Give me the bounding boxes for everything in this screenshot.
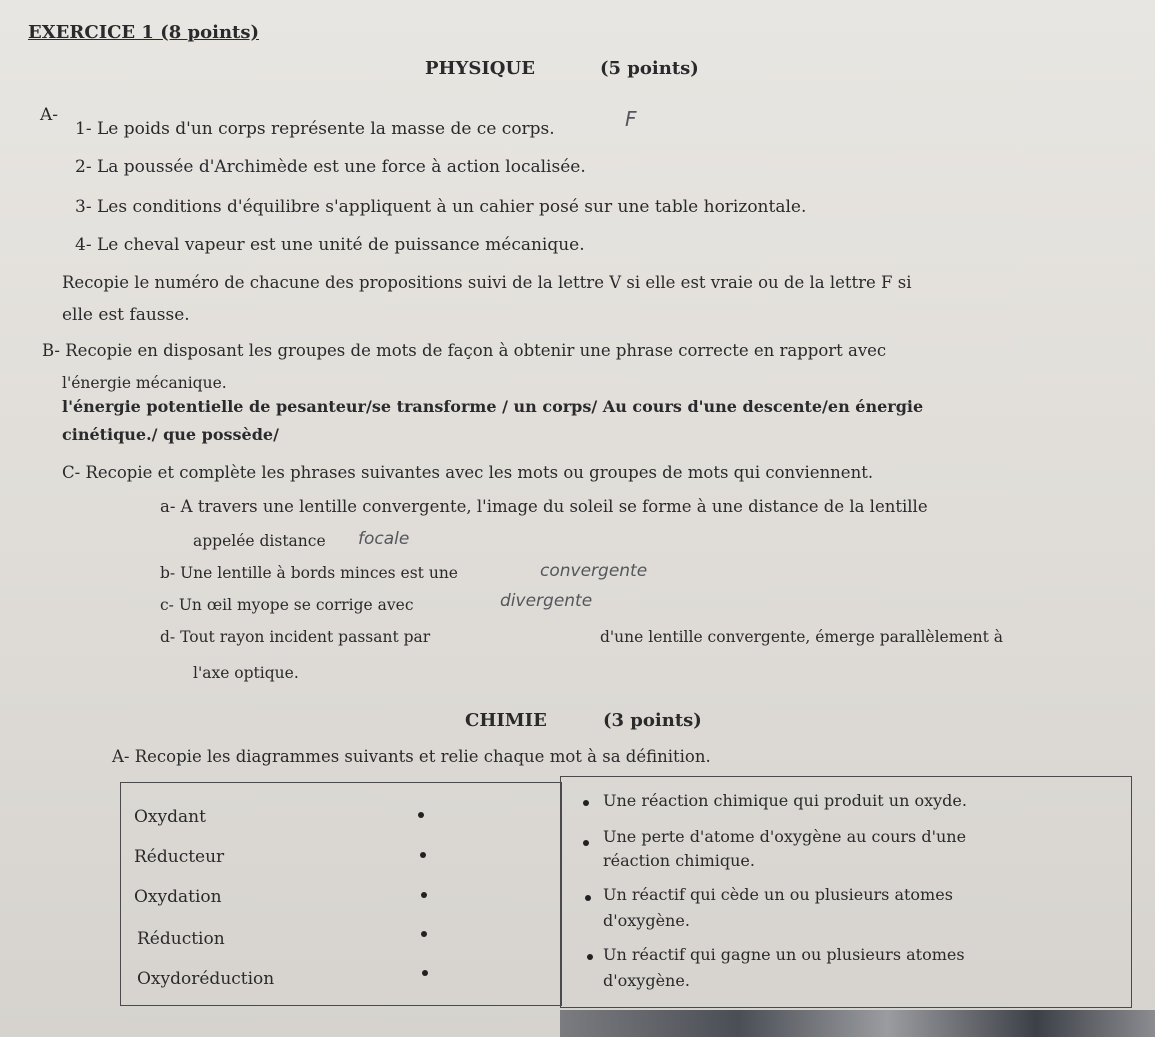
proposition-3: 3- Les conditions d'équilibre s'appliquent à un cahier posé sur une table horizontale. [75, 197, 807, 217]
definition-3-line2: d'oxygène. [603, 911, 690, 930]
c-item-a-line1: a- A travers une lentille convergente, l'image du soleil se forme à une distance de la lentille [160, 497, 928, 516]
c-item-b: b- Une lentille à bords minces est une [160, 564, 458, 582]
word-oxydant: Oxydant [134, 807, 206, 827]
definition-3-line1: Un réactif qui cède un ou plusieurs atomes [603, 885, 953, 904]
word-oxydoreduction: Oxydoréduction [137, 969, 275, 989]
c-item-c-handwritten: divergente [500, 591, 593, 611]
word-dot-2 [420, 852, 426, 858]
definition-4-line1: Un réactif qui gagne un ou plusieurs atomes [603, 945, 965, 964]
word-dot-5 [422, 970, 428, 976]
c-item-a-handwritten: focale [358, 529, 410, 549]
c-item-a-line2: appelée distance [193, 532, 326, 550]
def-dot-3 [585, 895, 591, 901]
physique-points: (5 points) [600, 58, 699, 79]
c-item-c: c- Un œil myope se corrige avec [160, 596, 414, 614]
section-a-label: A- [40, 105, 59, 125]
section-b-line1: B- Recopie en disposant les groupes de mots de façon à obtenir une phrase correcte en rapport avec [42, 341, 887, 360]
word-dot-4 [421, 931, 427, 937]
word-dot-3 [421, 892, 427, 898]
desk-background-strip [560, 1010, 1155, 1037]
definition-4-line2: d'oxygène. [603, 971, 690, 990]
chimie-instruction: A- Recopie les diagrammes suivants et relie chaque mot à sa définition. [112, 747, 711, 766]
c-item-d-start: d- Tout rayon incident passant par [160, 628, 431, 646]
definition-1-line1: Une réaction chimique qui produit un oxyde. [603, 791, 967, 810]
proposition-2: 2- La poussée d'Archimède est une force à action localisée. [75, 157, 586, 177]
word-dot-1 [418, 812, 424, 818]
handwritten-answer-f: F [625, 107, 637, 131]
section-b-line4: cinétique./ que possède/ [62, 425, 279, 444]
proposition-4: 4- Le cheval vapeur est une unité de puissance mécanique. [75, 235, 585, 255]
def-dot-4 [587, 954, 593, 960]
chimie-title: CHIMIE [465, 710, 547, 731]
c-item-d-line2: l'axe optique. [193, 664, 299, 682]
exercise-title: EXERCICE 1 (8 points) [28, 22, 260, 43]
word-reducteur: Réducteur [134, 847, 225, 867]
c-item-d-end: d'une lentille convergente, émerge parallèlement à [600, 628, 1003, 646]
c-item-b-handwritten: convergente [540, 561, 648, 581]
physique-title: PHYSIQUE [425, 58, 535, 79]
chimie-points: (3 points) [603, 710, 702, 731]
section-b-line2: l'énergie mécanique. [62, 374, 227, 392]
instruction-a-line2: elle est fausse. [62, 305, 190, 325]
definition-2-line1: Une perte d'atome d'oxygène au cours d'une [603, 827, 967, 846]
def-dot-1 [583, 800, 589, 806]
proposition-1: 1- Le poids d'un corps représente la masse de ce corps. [75, 119, 555, 139]
section-b-line3: l'énergie potentielle de pesanteur/se transforme / un corps/ Au cours d'une descente/en énergie [62, 397, 924, 416]
definition-2-line2: réaction chimique. [603, 851, 755, 870]
word-reduction: Réduction [137, 929, 225, 949]
def-dot-2 [583, 840, 589, 846]
instruction-a-line1: Recopie le numéro de chacune des propositions suivi de la lettre V si elle est vraie ou de la lettre F si [62, 273, 912, 292]
word-oxydation: Oxydation [134, 887, 222, 907]
section-c-intro: C- Recopie et complète les phrases suivantes avec les mots ou groupes de mots qui conviennent. [62, 463, 874, 482]
